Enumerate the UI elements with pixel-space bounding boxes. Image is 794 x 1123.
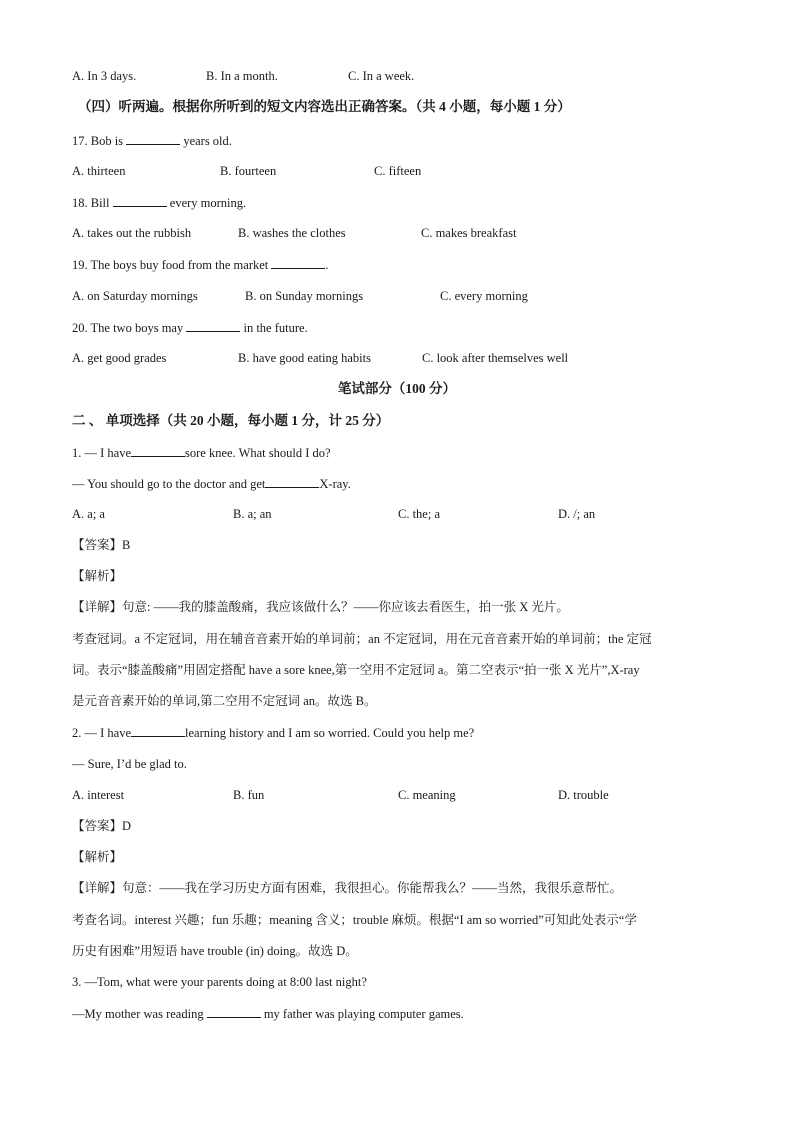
option-c: C. look after themselves well <box>422 351 569 365</box>
option-b: B. fun <box>233 788 265 802</box>
q18-stem <box>72 194 246 211</box>
mc2-line1-pre: 2. — I have <box>72 726 132 740</box>
mc1-answer: 【答案】B <box>72 538 131 552</box>
mc3-line2-pre: —My mother was reading <box>72 1007 204 1021</box>
mc2-detail: 【详解】句意：——我在学习历史方面有困难，我很担心。你能帮我么？——当然，我很乐意帮忙。 <box>72 881 623 895</box>
mc3-line2-post: my father was playing computer games. <box>263 1007 464 1021</box>
answer-blank <box>186 319 240 332</box>
option-d: D. trouble <box>558 788 609 802</box>
answer-blank <box>207 1005 261 1018</box>
q20-pre: 20. The two boys may <box>72 321 184 335</box>
q20-stem <box>72 319 308 336</box>
option-b: B. have good eating habits <box>238 351 371 365</box>
option-c: C. meaning <box>398 788 456 802</box>
mc1-line1 <box>72 444 331 461</box>
mc1-line1-post: sore knee. What should I do? <box>185 446 331 460</box>
mc1-line1-pre: 1. — I have <box>72 446 132 460</box>
q17-stem <box>72 132 232 149</box>
option-a: A. takes out the rubbish <box>72 226 192 240</box>
answer-blank <box>131 444 185 457</box>
mc1-explanation-2: 词。表示“膝盖酸痛”用固定搭配 have a sore knee,第一空用不定冠词 a。第二空表示“拍一张 X 光片”,X-ray <box>72 663 640 677</box>
mc2-line1-post: learning history and I am so worried. Could you help me? <box>185 726 475 740</box>
answer-blank <box>113 194 167 207</box>
option-b: B. on Sunday mornings <box>245 289 364 303</box>
mc2-explanation-1: 考查名词。interest 兴趣；fun 乐趣；meaning 含义；trouble 麻烦。根据“I am so worried”可知此处表示“学 <box>72 913 637 927</box>
mc1-detail: 【详解】句意: ——我的膝盖酸痛，我应该做什么？——你应该去看医生，拍一张 X 光片。 <box>72 600 569 614</box>
option-c: C. fifteen <box>374 164 422 178</box>
mc3-line1: 3. —Tom, what were your parents doing at 8:00 last night? <box>72 975 367 989</box>
mc2-line1 <box>72 724 474 741</box>
q17-pre: 17. Bob is <box>72 134 124 148</box>
written-section-title: 笔试部分（100 分） <box>337 381 457 396</box>
option-a: A. thirteen <box>72 164 126 178</box>
option-a: A. get good grades <box>72 351 167 365</box>
mc2-answer: 【答案】D <box>72 819 132 833</box>
option-c: C. the; a <box>398 507 441 521</box>
section2-title: 二 、 单项选择（共 20 小题，每小题 1 分，计 25 分） <box>72 413 390 428</box>
option-a: A. on Saturday mornings <box>72 289 198 303</box>
mc2-explanation-2: 历史有困难”用短语 have trouble (in) doing。故选 D。 <box>72 944 358 958</box>
q17-post: years old. <box>183 134 232 148</box>
option-b: B. washes the clothes <box>238 226 346 240</box>
option-a: A. a; a <box>72 507 105 521</box>
option-a: A. In 3 days. <box>72 69 137 83</box>
mc2-line2: — Sure, I’d be glad to. <box>72 757 187 771</box>
mc1-line2-post: X-ray. <box>319 477 351 491</box>
answer-blank <box>265 475 319 488</box>
option-b: B. In a month. <box>206 69 278 83</box>
q18-pre: 18. Bill <box>72 196 110 210</box>
q19-stem <box>72 256 329 273</box>
answer-blank <box>131 724 185 737</box>
option-c: C. every morning <box>440 289 528 303</box>
q19-post: . <box>325 258 329 272</box>
option-b: B. a; an <box>233 507 272 521</box>
q19-pre: 19. The boys buy food from the market <box>72 258 269 272</box>
mc2-analysis-label: 【解析】 <box>72 850 123 864</box>
mc1-explanation-1: 考查冠词。a 不定冠词，用在辅音音素开始的单词前；an 不定冠词，用在元音音素开始的单词前；the 定冠 <box>72 632 652 646</box>
mc1-line2-pre: — You should go to the doctor and get <box>72 477 266 491</box>
answer-blank <box>271 256 325 269</box>
mc1-analysis-label: 【解析】 <box>72 569 123 583</box>
section4-title: （四）听两遍。根据你所听到的短文内容选出正确答案。（共 4 小题，每小题 1 分） <box>78 99 571 114</box>
mc1-explanation-3: 是元音音素开始的单词,第二空用不定冠词 an。故选 B。 <box>72 694 377 708</box>
option-c: C. makes breakfast <box>421 226 517 240</box>
mc3-line2 <box>72 1005 464 1022</box>
option-a: A. interest <box>72 788 125 802</box>
q20-post: in the future. <box>243 321 308 335</box>
mc1-line2 <box>72 475 351 492</box>
answer-blank <box>126 132 180 145</box>
option-c: C. In a week. <box>348 69 415 83</box>
option-b: B. fourteen <box>220 164 277 178</box>
option-d: D. /; an <box>558 507 596 521</box>
q18-post: every morning. <box>169 196 247 210</box>
